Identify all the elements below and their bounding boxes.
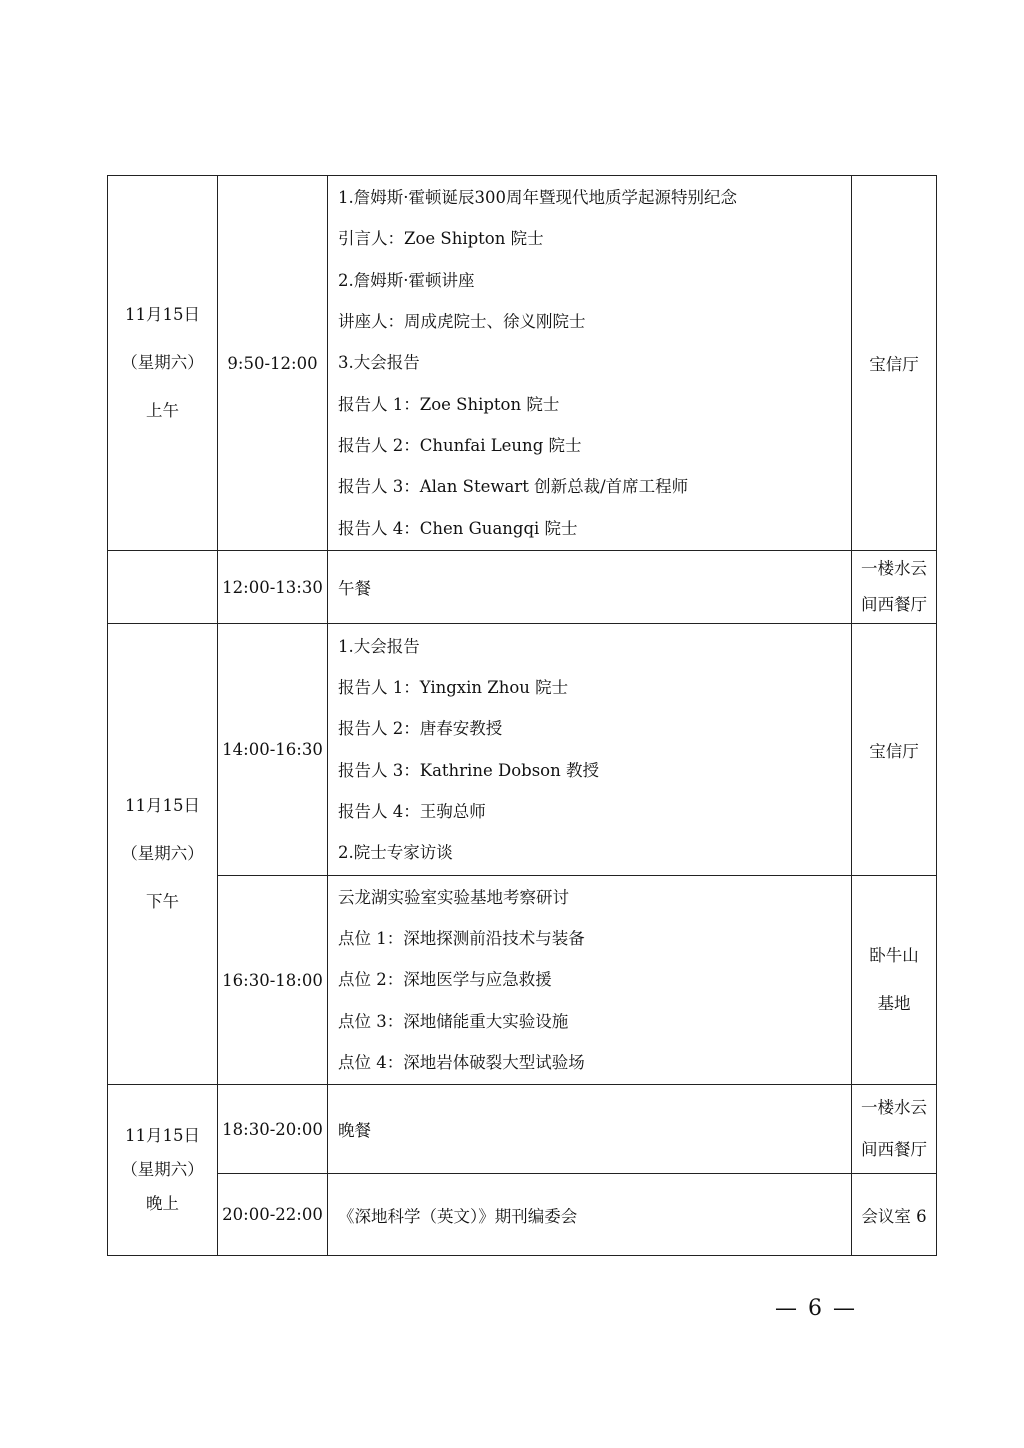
time-cell: 18:30-20:00: [218, 1085, 328, 1174]
content-cell: [328, 624, 852, 876]
venue-name: 宝信厅: [869, 741, 919, 761]
content-cell: [328, 551, 852, 624]
date-cell-afternoon: [108, 624, 218, 1085]
venue-name: 间西餐厅: [861, 1140, 927, 1159]
venue-cell: [852, 1174, 937, 1256]
content-line: 2.院士专家访谈: [338, 842, 453, 862]
content-line: 点位 1：深地探测前沿技术与装备: [338, 929, 585, 949]
date-day: 11月15日: [125, 305, 200, 324]
content-cell: [328, 1174, 852, 1256]
content-line: 报告人 2：唐春安教授: [338, 719, 503, 739]
table-row-evening-2: [108, 1174, 937, 1256]
content-line: 报告人 4：王驹总师: [338, 801, 486, 821]
venue-name: 卧牛山: [869, 946, 919, 965]
content-line: 云龙湖实验室实验基地考察研讨: [338, 887, 569, 907]
content-cell: [328, 176, 852, 551]
date-period: 下午: [146, 892, 179, 911]
content-line: 报告人 1：Yingxin Zhou 院士: [338, 678, 569, 698]
content-cell: [328, 1085, 852, 1174]
venue-name: 基地: [877, 994, 911, 1013]
table-row-morning: [108, 176, 937, 551]
content-line: 引言人：Zoe Shipton 院士: [338, 229, 544, 249]
table-row-afternoon-1: [108, 624, 937, 876]
venue-cell: [852, 876, 937, 1085]
content-line: 报告人 3：Alan Stewart 创新总裁/首席工程师: [338, 477, 689, 497]
schedule-table: [107, 175, 937, 1256]
content-line: 报告人 1：Zoe Shipton 院士: [338, 394, 560, 414]
date-weekday: （星期六）: [121, 353, 204, 372]
content-line: 午餐: [338, 579, 371, 598]
venue-name: 宝信厅: [869, 355, 919, 374]
venue-cell: [852, 624, 937, 876]
content-line: 2.詹姆斯·霍顿讲座: [338, 270, 475, 290]
content-line: 点位 4：深地岩体破裂大型试验场: [338, 1052, 585, 1072]
content-line: 报告人 2：Chunfai Leung 院士: [338, 435, 582, 455]
date-weekday: （星期六）: [121, 1160, 204, 1179]
venue-cell: [852, 1085, 937, 1174]
venue-name: 一楼水云: [861, 1098, 927, 1117]
content-line: 点位 2：深地医学与应急救援: [338, 970, 552, 990]
content-cell: [328, 876, 852, 1085]
date-period: 晚上: [146, 1194, 179, 1213]
date-period: 上午: [146, 401, 179, 420]
date-day: 11月15日: [125, 796, 200, 815]
table-row-lunch: [108, 551, 937, 624]
content-line: 点位 3：深地储能重大实验设施: [338, 1011, 569, 1031]
venue-name: 会议室 6: [861, 1206, 927, 1226]
content-line: 《深地科学（英文）》期刊编委会: [338, 1206, 578, 1226]
date-cell-evening: [108, 1085, 218, 1256]
time-cell: 9:50-12:00: [218, 176, 328, 551]
content-line: 晚餐: [338, 1121, 371, 1140]
table-row-afternoon-2: [108, 876, 937, 1085]
venue-name: 一楼水云: [861, 559, 927, 578]
time-cell: 12:00-13:30: [218, 551, 328, 624]
date-weekday: （星期六）: [121, 844, 204, 863]
page-number: — 6 —: [775, 1296, 857, 1321]
time-cell: 20:00-22:00: [218, 1174, 328, 1256]
content-line: 3.大会报告: [338, 353, 420, 373]
venue-name: 间西餐厅: [861, 595, 927, 614]
date-cell-empty: [108, 551, 218, 624]
date-cell-morning: [108, 176, 218, 551]
time-cell: 16:30-18:00: [218, 876, 328, 1085]
content-line: 1.詹姆斯·霍顿诞辰300周年暨现代地质学起源特别纪念: [338, 188, 737, 208]
content-line: 1.大会报告: [338, 636, 420, 656]
table-row-evening-1: [108, 1085, 937, 1174]
date-day: 11月15日: [125, 1126, 200, 1145]
venue-cell: [852, 176, 937, 551]
time-cell: 14:00-16:30: [218, 624, 328, 876]
content-line: 报告人 4：Chen Guangqi 院士: [338, 518, 578, 538]
venue-cell: [852, 551, 937, 624]
content-line: 报告人 3：Kathrine Dobson 教授: [338, 760, 599, 780]
content-line: 讲座人：周成虎院士、徐义刚院士: [338, 312, 586, 332]
